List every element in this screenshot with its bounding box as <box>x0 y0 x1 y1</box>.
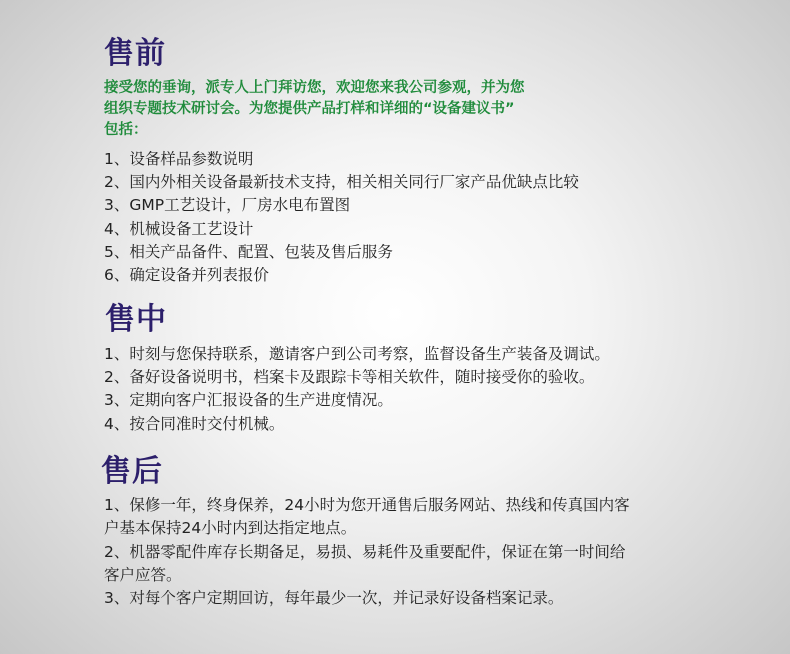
intro-line: 接受您的垂询，派专人上门拜访您，欢迎您来我公司参观，并为您 <box>104 80 525 96</box>
list-line: 1、保修一年，终身保养，24小时为您开通售后服务网站、热线和传真国内客 <box>104 496 630 514</box>
list-item: 4、机械设备工艺设计 <box>104 219 254 238</box>
post-sale-title: 售后 <box>101 454 163 489</box>
intro-line: 组织专题技术研讨会。为您提供产品打样和详细的“设备建议书” <box>104 101 515 117</box>
list-item: 3、定期向客户汇报设备的生产进度情况。 <box>104 391 393 410</box>
list-line: 3、对每个客户定期回访，每年最少一次，并记录好设备档案记录。 <box>104 589 564 608</box>
mid-sale-title: 售中 <box>105 302 167 337</box>
list-item: 4、按合同准时交付机械。 <box>104 414 285 433</box>
list-item: 2、国内外相关设备最新技术支持，相关相关同行厂家产品优缺点比较 <box>104 173 579 192</box>
pre-sale-intro <box>104 78 724 141</box>
list-line: 客户应答。 <box>104 565 182 584</box>
mid-sale-list <box>104 343 610 436</box>
list-item: 5、相关产品备件、配置、包装及售后服务 <box>104 242 393 261</box>
list-line: 户基本保持24小时内到达指定地点。 <box>104 519 357 538</box>
pre-sale-list <box>104 148 579 287</box>
list-item: 6、确定设备并列表报价 <box>104 266 269 285</box>
post-sale-list <box>104 494 744 610</box>
list-item: 2、备好设备说明书，档案卡及跟踪卡等相关软件，随时接受你的验收。 <box>104 368 595 387</box>
list-line: 2、机器零配件库存长期备足，易损、易耗件及重要配件，保证在第一时间给 <box>104 542 626 561</box>
list-item: 1、时刻与您保持联系，邀请客户到公司考察，监督设备生产装备及调试。 <box>104 345 610 363</box>
list-item: 3、GMP工艺设计，厂房水电布置图 <box>104 196 351 215</box>
intro-line: 包括： <box>104 122 148 138</box>
pre-sale-title: 售前 <box>104 36 166 71</box>
list-item: 1、设备样品参数说明 <box>104 150 254 168</box>
